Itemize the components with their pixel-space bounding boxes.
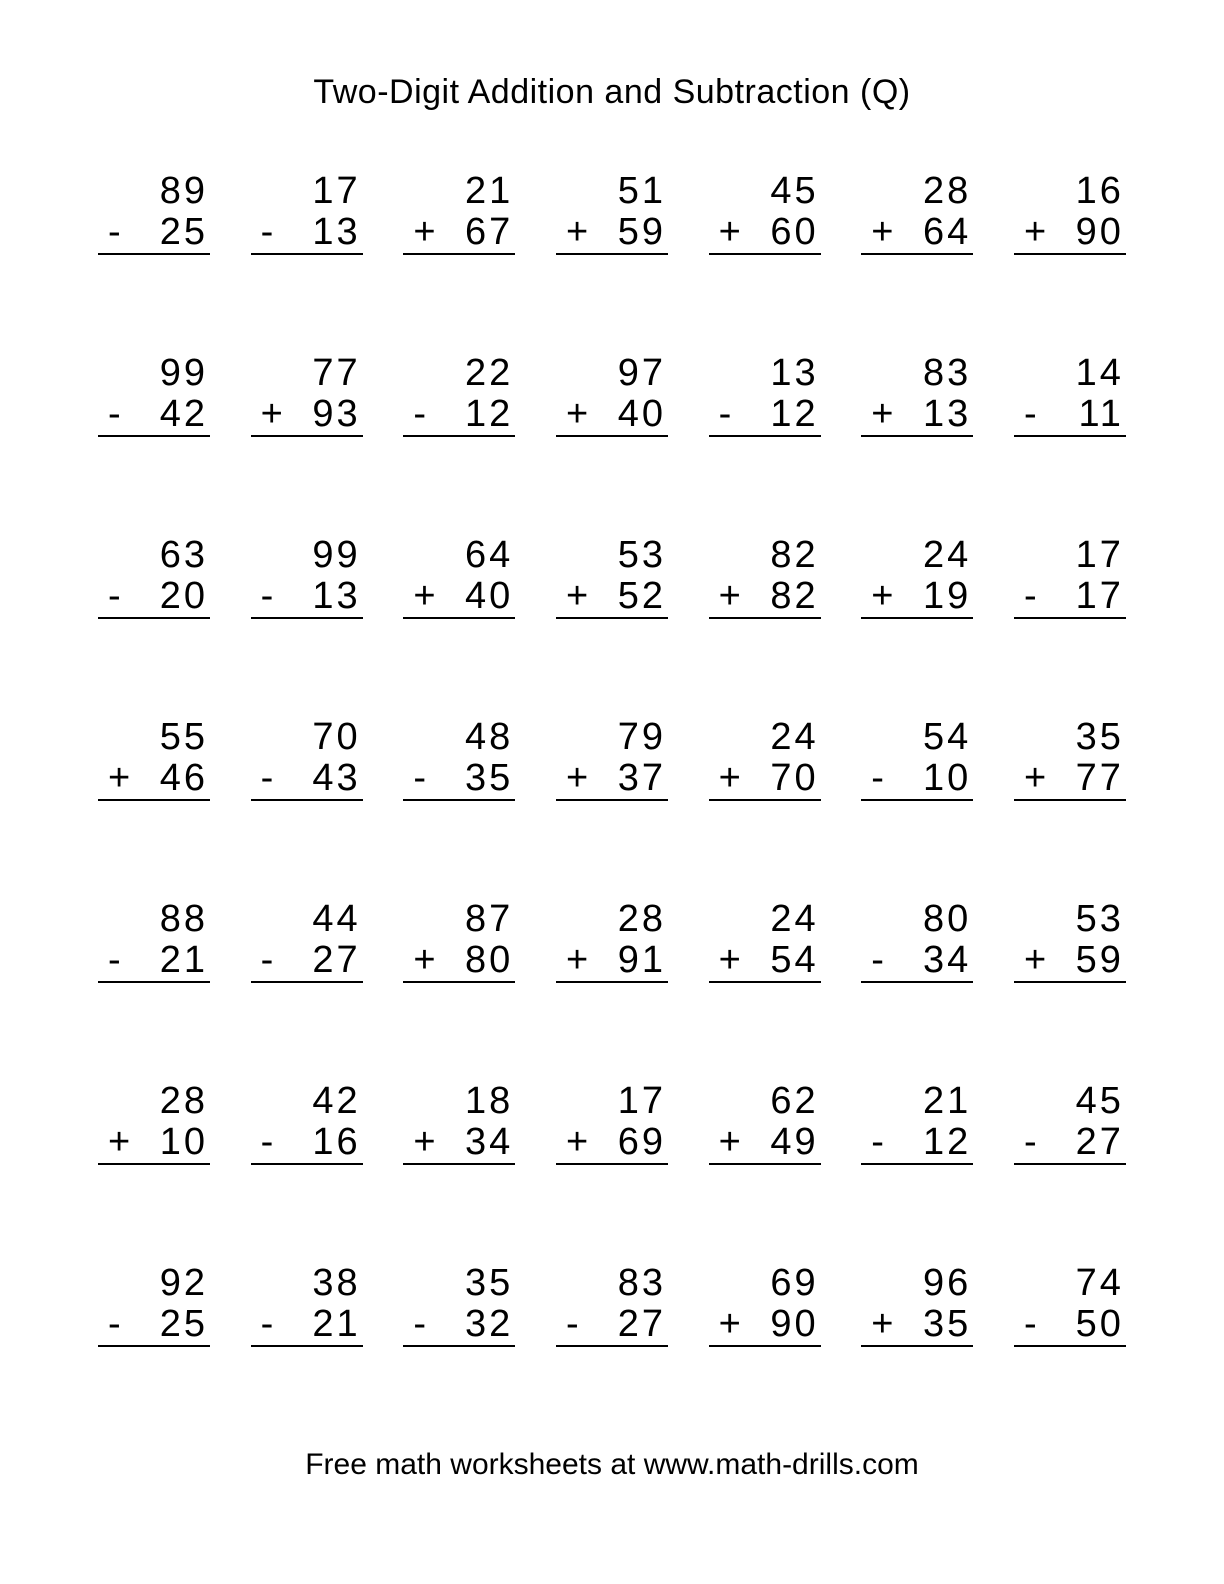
- top-operand: 92: [159, 1262, 208, 1304]
- top-operand: 28: [617, 898, 666, 940]
- bottom-operand: 12: [465, 393, 514, 435]
- top-operand: 69: [770, 1262, 819, 1304]
- bottom-operand: 34: [465, 1121, 514, 1163]
- operator: +: [565, 1121, 589, 1163]
- bottom-operand: 82: [770, 575, 819, 617]
- bottom-operand: 11: [1078, 393, 1124, 435]
- bottom-operand: 17: [1075, 575, 1124, 617]
- operator: -: [413, 757, 426, 799]
- top-operand: 53: [1075, 898, 1124, 940]
- bottom-operand: 27: [1075, 1121, 1124, 1163]
- operator: -: [565, 1303, 579, 1345]
- math-problem: [1014, 171, 1126, 255]
- math-problem: [98, 899, 210, 983]
- math-problem: [861, 171, 973, 255]
- bottom-operand: 34: [923, 939, 972, 981]
- bottom-operand: 60: [770, 211, 819, 253]
- top-operand: 17: [1075, 534, 1124, 576]
- top-operand: 79: [617, 716, 666, 758]
- top-operand: 64: [465, 534, 514, 576]
- bottom-operand: 19: [923, 575, 972, 617]
- bottom-operand: 27: [617, 1303, 666, 1345]
- operator: +: [718, 575, 741, 617]
- top-operand: 55: [159, 716, 208, 758]
- math-problem: [861, 353, 973, 437]
- operator-operand-line: [709, 940, 821, 981]
- bottom-operand: 50: [1075, 1303, 1124, 1345]
- top-operand: 21: [923, 1080, 972, 1122]
- math-problem: [251, 1081, 363, 1165]
- bottom-operand: 20: [159, 575, 208, 617]
- operator-operand-line: [709, 1122, 821, 1163]
- top-operand: 28: [159, 1080, 208, 1122]
- top-operand: 74: [1075, 1262, 1124, 1304]
- operator: +: [413, 939, 436, 981]
- operator-operand-line: [98, 758, 210, 799]
- top-operand: 18: [465, 1080, 514, 1122]
- math-problem: [98, 1263, 210, 1347]
- operator: +: [871, 393, 894, 435]
- operator: +: [1023, 757, 1047, 799]
- operator-operand-line: [403, 940, 515, 981]
- operator-operand-line: [98, 212, 210, 253]
- top-operand: 53: [617, 534, 666, 576]
- operator: -: [108, 1303, 121, 1345]
- top-operand: 82: [770, 534, 819, 576]
- top-operand: 83: [617, 1262, 666, 1304]
- operator-operand-line: [709, 394, 821, 435]
- operator: -: [260, 211, 274, 253]
- operator-operand-line: [98, 940, 210, 981]
- math-problem: [251, 717, 363, 801]
- math-problem: [251, 171, 363, 255]
- problem-row: [98, 1263, 1126, 1347]
- operator: +: [565, 757, 589, 799]
- top-operand: 99: [312, 534, 361, 576]
- operator: -: [260, 1303, 274, 1345]
- math-problem: [709, 1081, 821, 1165]
- top-operand: 45: [1075, 1080, 1124, 1122]
- operator: -: [718, 393, 732, 435]
- operator-operand-line: [251, 1304, 363, 1345]
- top-operand: 21: [465, 170, 514, 212]
- operator: -: [108, 211, 121, 253]
- operator-operand-line: [403, 1122, 515, 1163]
- bottom-operand: 35: [465, 757, 514, 799]
- operator-operand-line: [98, 1122, 210, 1163]
- operator-operand-line: [556, 212, 668, 253]
- bottom-operand: 49: [770, 1121, 819, 1163]
- problem-row: [98, 1081, 1126, 1165]
- bottom-operand: 13: [312, 575, 361, 617]
- bottom-operand: 46: [159, 757, 208, 799]
- operator-operand-line: [251, 1122, 363, 1163]
- bottom-operand: 10: [159, 1121, 208, 1163]
- math-problem: [556, 171, 668, 255]
- operator: -: [871, 1121, 884, 1163]
- bottom-operand: 69: [617, 1121, 666, 1163]
- operator-operand-line: [861, 940, 973, 981]
- top-operand: 45: [770, 170, 819, 212]
- top-operand: 51: [617, 170, 666, 212]
- operator: -: [871, 757, 884, 799]
- top-operand: 38: [312, 1262, 361, 1304]
- math-problem: [251, 535, 363, 619]
- operator-operand-line: [861, 394, 973, 435]
- top-operand: 87: [465, 898, 514, 940]
- operator: -: [260, 1121, 274, 1163]
- math-problem: [403, 1081, 515, 1165]
- top-operand: 80: [923, 898, 972, 940]
- operator-operand-line: [251, 758, 363, 799]
- operator-operand-line: [1014, 1122, 1126, 1163]
- math-problem: [251, 353, 363, 437]
- operator-operand-line: [1014, 576, 1126, 617]
- top-operand: 17: [312, 170, 361, 212]
- operator: +: [871, 211, 894, 253]
- operator: +: [565, 575, 589, 617]
- bottom-operand: 90: [1075, 211, 1124, 253]
- operator: +: [718, 1121, 741, 1163]
- math-problem: [251, 899, 363, 983]
- operator: -: [1023, 1303, 1037, 1345]
- problem-row: [98, 171, 1126, 255]
- top-operand: 44: [312, 898, 361, 940]
- math-problem: [556, 717, 668, 801]
- math-problem: [1014, 1263, 1126, 1347]
- top-operand: 13: [770, 352, 819, 394]
- operator: -: [108, 575, 121, 617]
- math-problem: [1014, 899, 1126, 983]
- math-problem: [1014, 717, 1126, 801]
- operator-operand-line: [1014, 1304, 1126, 1345]
- operator: +: [718, 1303, 741, 1345]
- operator: +: [565, 393, 589, 435]
- operator-operand-line: [709, 576, 821, 617]
- math-problem: [709, 899, 821, 983]
- bottom-operand: 27: [312, 939, 361, 981]
- operator: +: [260, 393, 283, 435]
- bottom-operand: 32: [465, 1303, 514, 1345]
- math-problem: [556, 535, 668, 619]
- bottom-operand: 52: [617, 575, 666, 617]
- operator-operand-line: [556, 394, 668, 435]
- math-problem: [861, 717, 973, 801]
- operator: +: [871, 1303, 894, 1345]
- math-problem: [709, 353, 821, 437]
- operator-operand-line: [709, 212, 821, 253]
- operator: +: [871, 575, 894, 617]
- operator: +: [413, 1121, 436, 1163]
- bottom-operand: 70: [770, 757, 819, 799]
- math-problem: [403, 1263, 515, 1347]
- bottom-operand: 25: [159, 1303, 208, 1345]
- math-problem: [403, 353, 515, 437]
- operator: +: [108, 757, 131, 799]
- operator: +: [413, 575, 436, 617]
- math-problem: [861, 1081, 973, 1165]
- top-operand: 28: [923, 170, 972, 212]
- operator: +: [1023, 211, 1047, 253]
- operator-operand-line: [98, 576, 210, 617]
- operator-operand-line: [1014, 940, 1126, 981]
- bottom-operand: 35: [923, 1303, 972, 1345]
- bottom-operand: 12: [923, 1121, 972, 1163]
- math-problem: [556, 353, 668, 437]
- top-operand: 42: [312, 1080, 361, 1122]
- math-problem: [709, 1263, 821, 1347]
- math-problem: [98, 171, 210, 255]
- top-operand: 62: [770, 1080, 819, 1122]
- bottom-operand: 13: [923, 393, 972, 435]
- math-problem: [403, 535, 515, 619]
- top-operand: 96: [923, 1262, 972, 1304]
- operator: -: [871, 939, 884, 981]
- math-problem: [98, 535, 210, 619]
- operator-operand-line: [861, 1304, 973, 1345]
- top-operand: 16: [1075, 170, 1124, 212]
- math-problem: [403, 717, 515, 801]
- top-operand: 48: [465, 716, 514, 758]
- operator: -: [260, 575, 274, 617]
- math-problem: [709, 535, 821, 619]
- bottom-operand: 59: [617, 211, 666, 253]
- operator-operand-line: [403, 1304, 515, 1345]
- top-operand: 77: [312, 352, 361, 394]
- top-operand: 24: [770, 716, 819, 758]
- page-title: Two-Digit Addition and Subtraction (Q): [313, 73, 911, 111]
- top-operand: 83: [923, 352, 972, 394]
- math-problem: [251, 1263, 363, 1347]
- bottom-operand: 91: [617, 939, 666, 981]
- math-problem: [709, 717, 821, 801]
- math-problem: [98, 1081, 210, 1165]
- bottom-operand: 12: [770, 393, 819, 435]
- bottom-operand: 59: [1075, 939, 1124, 981]
- problems-grid: [98, 171, 1126, 1445]
- operator: -: [108, 939, 121, 981]
- bottom-operand: 42: [159, 393, 208, 435]
- top-operand: 35: [465, 1262, 514, 1304]
- problem-row: [98, 353, 1126, 437]
- math-problem: [403, 171, 515, 255]
- operator-operand-line: [251, 394, 363, 435]
- math-problem: [1014, 535, 1126, 619]
- math-problem: [861, 535, 973, 619]
- math-problem: [1014, 1081, 1126, 1165]
- math-problem: [556, 899, 668, 983]
- bottom-operand: 54: [770, 939, 819, 981]
- operator-operand-line: [403, 212, 515, 253]
- math-problem: [709, 171, 821, 255]
- operator: -: [1023, 575, 1037, 617]
- bottom-operand: 10: [923, 757, 972, 799]
- operator: +: [108, 1121, 131, 1163]
- operator-operand-line: [1014, 758, 1126, 799]
- bottom-operand: 80: [465, 939, 514, 981]
- top-operand: 88: [159, 898, 208, 940]
- operator-operand-line: [556, 1304, 668, 1345]
- bottom-operand: 13: [312, 211, 361, 253]
- bottom-operand: 77: [1075, 757, 1124, 799]
- operator: -: [413, 393, 426, 435]
- top-operand: 14: [1075, 352, 1124, 394]
- operator: +: [1023, 939, 1047, 981]
- bottom-operand: 16: [312, 1121, 361, 1163]
- math-problem: [556, 1263, 668, 1347]
- top-operand: 54: [923, 716, 972, 758]
- top-operand: 17: [617, 1080, 666, 1122]
- bottom-operand: 37: [617, 757, 666, 799]
- bottom-operand: 43: [312, 757, 361, 799]
- operator-operand-line: [403, 394, 515, 435]
- bottom-operand: 40: [465, 575, 514, 617]
- bottom-operand: 21: [312, 1303, 361, 1345]
- problem-row: [98, 717, 1126, 801]
- operator-operand-line: [556, 576, 668, 617]
- bottom-operand: 21: [159, 939, 208, 981]
- operator: -: [108, 393, 121, 435]
- math-problem: [861, 899, 973, 983]
- top-operand: 24: [923, 534, 972, 576]
- operator-operand-line: [1014, 212, 1126, 253]
- operator-operand-line: [403, 758, 515, 799]
- operator-operand-line: [861, 576, 973, 617]
- bottom-operand: 40: [617, 393, 666, 435]
- operator: +: [413, 211, 436, 253]
- operator-operand-line: [709, 758, 821, 799]
- top-operand: 97: [617, 352, 666, 394]
- bottom-operand: 25: [159, 211, 208, 253]
- operator-operand-line: [556, 940, 668, 981]
- operator: +: [718, 757, 741, 799]
- problem-row: [98, 535, 1126, 619]
- top-operand: 24: [770, 898, 819, 940]
- operator-operand-line: [556, 1122, 668, 1163]
- top-operand: 22: [465, 352, 514, 394]
- top-operand: 35: [1075, 716, 1124, 758]
- operator: +: [718, 211, 741, 253]
- bottom-operand: 93: [312, 393, 361, 435]
- top-operand: 63: [159, 534, 208, 576]
- bottom-operand: 90: [770, 1303, 819, 1345]
- operator-operand-line: [98, 1304, 210, 1345]
- operator: +: [565, 939, 589, 981]
- footer-attribution: Free math worksheets at www.math-drills.com: [305, 1448, 919, 1481]
- operator: -: [1023, 1121, 1037, 1163]
- math-problem: [98, 717, 210, 801]
- operator: -: [413, 1303, 426, 1345]
- math-problem: [403, 899, 515, 983]
- operator-operand-line: [556, 758, 668, 799]
- operator: -: [1023, 393, 1037, 435]
- top-operand: 89: [159, 170, 208, 212]
- operator: +: [565, 211, 589, 253]
- operator-operand-line: [709, 1304, 821, 1345]
- operator-operand-line: [861, 1122, 973, 1163]
- problem-row: [98, 899, 1126, 983]
- operator-operand-line: [251, 576, 363, 617]
- operator-operand-line: [861, 758, 973, 799]
- operator-operand-line: [403, 576, 515, 617]
- math-problem: [861, 1263, 973, 1347]
- operator: -: [260, 939, 274, 981]
- bottom-operand: 67: [465, 211, 514, 253]
- operator-operand-line: [98, 394, 210, 435]
- operator-operand-line: [251, 940, 363, 981]
- bottom-operand: 64: [923, 211, 972, 253]
- top-operand: 70: [312, 716, 361, 758]
- operator-operand-line: [251, 212, 363, 253]
- math-problem: [556, 1081, 668, 1165]
- operator-operand-line: [1014, 394, 1126, 435]
- math-problem: [98, 353, 210, 437]
- operator: -: [260, 757, 274, 799]
- operator-operand-line: [861, 212, 973, 253]
- math-problem: [1014, 353, 1126, 437]
- operator: +: [718, 939, 741, 981]
- top-operand: 99: [159, 352, 208, 394]
